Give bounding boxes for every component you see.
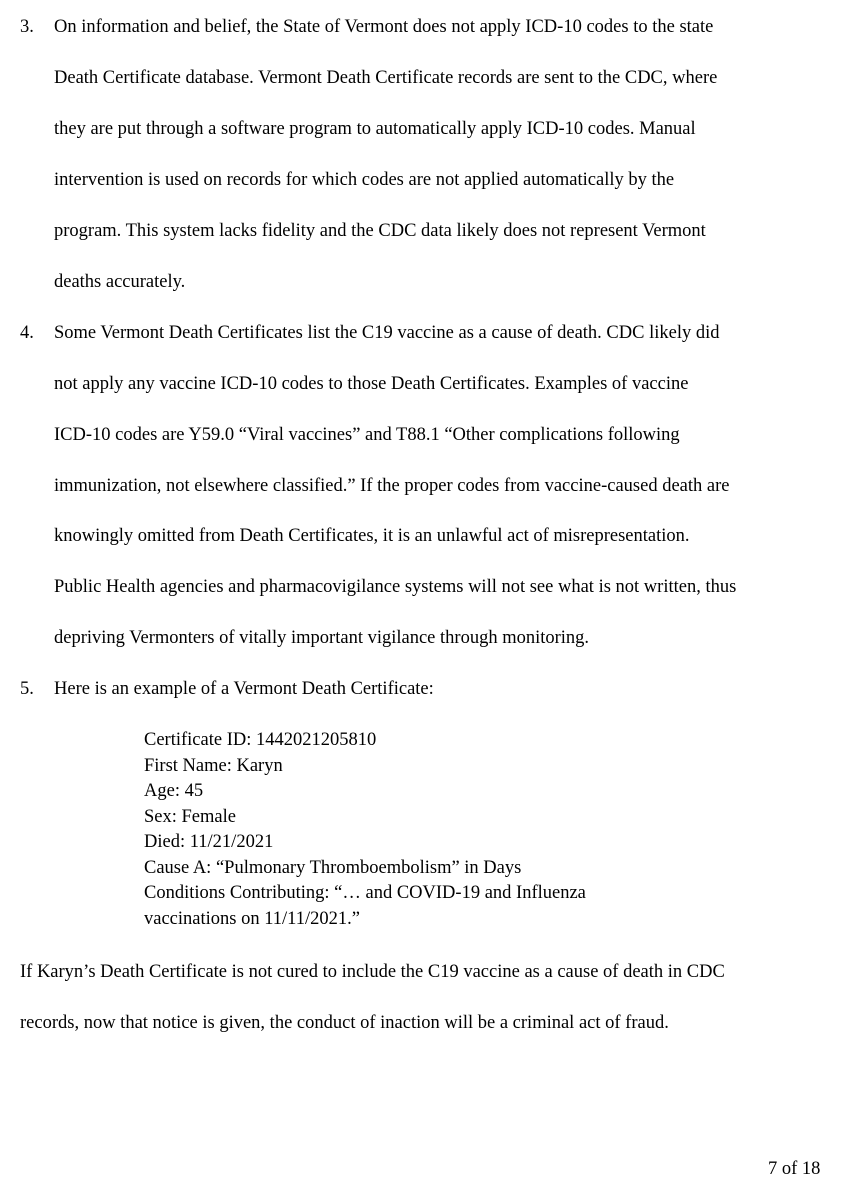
item-4-line-5: knowingly omitted from Death Certificates, it is an unlawful act of misrepresentation. — [54, 526, 690, 546]
certificate-first-name: First Name: Karyn — [144, 756, 283, 776]
item-3-line-3: they are put through a software program to automatically apply ICD-10 codes. Manual — [54, 119, 696, 139]
item-4-line-2: not apply any vaccine ICD-10 codes to those Death Certificates. Examples of vaccine — [54, 374, 689, 394]
certificate-sex: Sex: Female — [144, 807, 236, 827]
item-3-number: 3. — [20, 17, 34, 37]
certificate-conditions-line-2: vaccinations on 11/11/2021.” — [144, 909, 360, 929]
item-3-line-5: program. This system lacks fidelity and the CDC data likely does not represent Vermont — [54, 221, 706, 241]
page-number: 7 of 18 — [768, 1159, 821, 1179]
item-4-line-1: Some Vermont Death Certificates list the C19 vaccine as a cause of death. CDC likely did — [54, 323, 720, 343]
item-4-line-4: immunization, not elsewhere classified.” If the proper codes from vaccine-caused death are — [54, 476, 730, 496]
certificate-id: Certificate ID: 1442021205810 — [144, 730, 377, 750]
certificate-conditions-line-1: Conditions Contributing: “… and COVID-19 and Influenza — [144, 883, 586, 903]
certificate-cause-a: Cause A: “Pulmonary Thromboembolism” in Days — [144, 858, 522, 878]
item-3-line-2: Death Certificate database. Vermont Death Certificate records are sent to the CDC, where — [54, 68, 718, 88]
closing-line-2: records, now that notice is given, the conduct of inaction will be a criminal act of fraud. — [20, 1013, 669, 1033]
item-3-line-4: intervention is used on records for which codes are not applied automatically by the — [54, 170, 675, 190]
item-4-line-7: depriving Vermonters of vitally important vigilance through monitoring. — [54, 628, 590, 648]
item-3-line-6: deaths accurately. — [54, 272, 186, 292]
item-4-line-3: ICD-10 codes are Y59.0 “Viral vaccines” and T88.1 “Other complications following — [54, 425, 680, 445]
item-5-line-1: Here is an example of a Vermont Death Certificate: — [54, 679, 434, 699]
certificate-died: Died: 11/21/2021 — [144, 832, 274, 852]
item-4-line-6: Public Health agencies and pharmacovigilance systems will not see what is not written, thus — [54, 577, 737, 597]
certificate-age: Age: 45 — [144, 781, 204, 801]
item-3-line-1: On information and belief, the State of Vermont does not apply ICD-10 codes to the state — [54, 17, 714, 37]
item-4-number: 4. — [20, 323, 34, 343]
closing-line-1: If Karyn’s Death Certificate is not cured to include the C19 vaccine as a cause of death in CDC — [20, 962, 725, 982]
item-5-number: 5. — [20, 679, 34, 699]
